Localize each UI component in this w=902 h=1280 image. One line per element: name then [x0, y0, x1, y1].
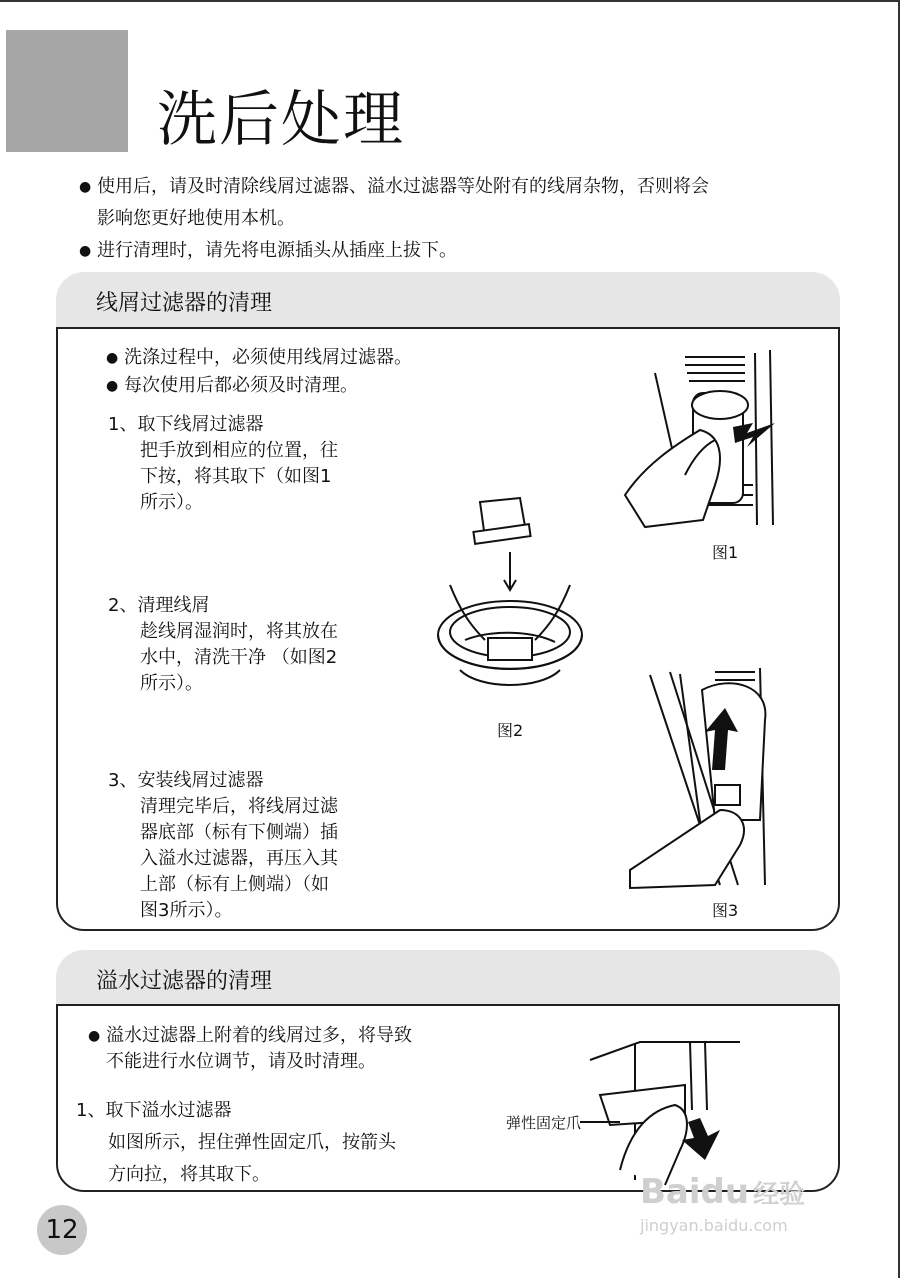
- s1-step3-line4: 上部（标有上侧端）（如: [140, 874, 329, 895]
- watermark-brand: [640, 1172, 805, 1212]
- s1-step3-line5: 图3所示）。: [140, 900, 233, 921]
- s1-bullet-1: ● 洗涤过程中，必须使用线屑过滤器。: [124, 345, 412, 371]
- header-gray-block: [6, 30, 128, 152]
- figure3-illustration: [620, 660, 785, 890]
- figure2-caption: 图2: [497, 721, 524, 740]
- s1-step1-line2: 下按，将其取下（如图1: [140, 466, 332, 487]
- s1-step1-title: 1、取下线屑过滤器: [108, 414, 264, 435]
- page-title: 洗后处理: [157, 85, 405, 155]
- s1-step2-title: 2、清理线屑: [108, 595, 210, 616]
- section2-header: [56, 950, 840, 1006]
- s1-step3-line3: 入溢水过滤器，再压入其: [140, 848, 338, 869]
- watermark-brand-cn: 经验: [753, 1180, 806, 1210]
- s2-step-line2: 方向拉，将其取下。: [108, 1164, 270, 1185]
- section2-heading: 溢水过滤器的清理: [96, 969, 273, 994]
- s2-figure-label: 弹性固定爪: [506, 1114, 582, 1132]
- figure1-caption: 图1: [712, 543, 739, 562]
- s2-step-title: 1、取下溢水过滤器: [76, 1100, 232, 1121]
- s1-step1-line3: 所示）。: [140, 492, 203, 513]
- intro-line-1: ● 使用后，请及时清除线屑过滤器、溢水过滤器等处附有的线屑杂物，否则将会: [97, 171, 709, 203]
- intro-line-3: ● 进行清理时，请先将电源插头从插座上拔下。: [97, 235, 457, 267]
- s1-step2-line2: 水中，清洗干净 （如图2: [140, 647, 338, 668]
- figure1-illustration: [615, 345, 785, 530]
- s2-bullet-line2: 不能进行水位调节，请及时清理。: [106, 1051, 376, 1072]
- section1-header: [56, 272, 840, 328]
- s1-step2-line1: 趁线屑湿润时，将其放在: [140, 621, 338, 642]
- s1-bullet-2: ● 每次使用后都必须及时清理。: [124, 373, 358, 399]
- watermark-url: jingyan.baidu.com: [640, 1216, 788, 1235]
- s2-step-line1: 如图所示，捏住弹性固定爪，按箭头: [108, 1132, 396, 1153]
- s1-step3-line1: 清理完毕后，将线屑过滤: [140, 796, 338, 817]
- overflow-filter-illustration: [580, 1030, 745, 1190]
- s1-step3-line2: 器底部（标有下侧端）插: [140, 822, 338, 843]
- s1-step1-line1: 把手放到相应的位置，往: [140, 440, 338, 461]
- figure2-illustration: [430, 490, 590, 710]
- s2-bullet-line1: ● 溢水过滤器上附着的线屑过多，将导致: [106, 1023, 412, 1049]
- s1-step3-title: 3、安装线屑过滤器: [108, 770, 264, 791]
- watermark-brand-latin: Baidu: [640, 1172, 750, 1212]
- page-number: 12: [37, 1205, 87, 1255]
- section1-heading: 线屑过滤器的清理: [96, 291, 273, 316]
- s1-step2-line3: 所示）。: [140, 673, 203, 694]
- figure3-caption: 图3: [712, 901, 739, 920]
- intro-line-2: 影响您更好地使用本机。: [97, 208, 295, 229]
